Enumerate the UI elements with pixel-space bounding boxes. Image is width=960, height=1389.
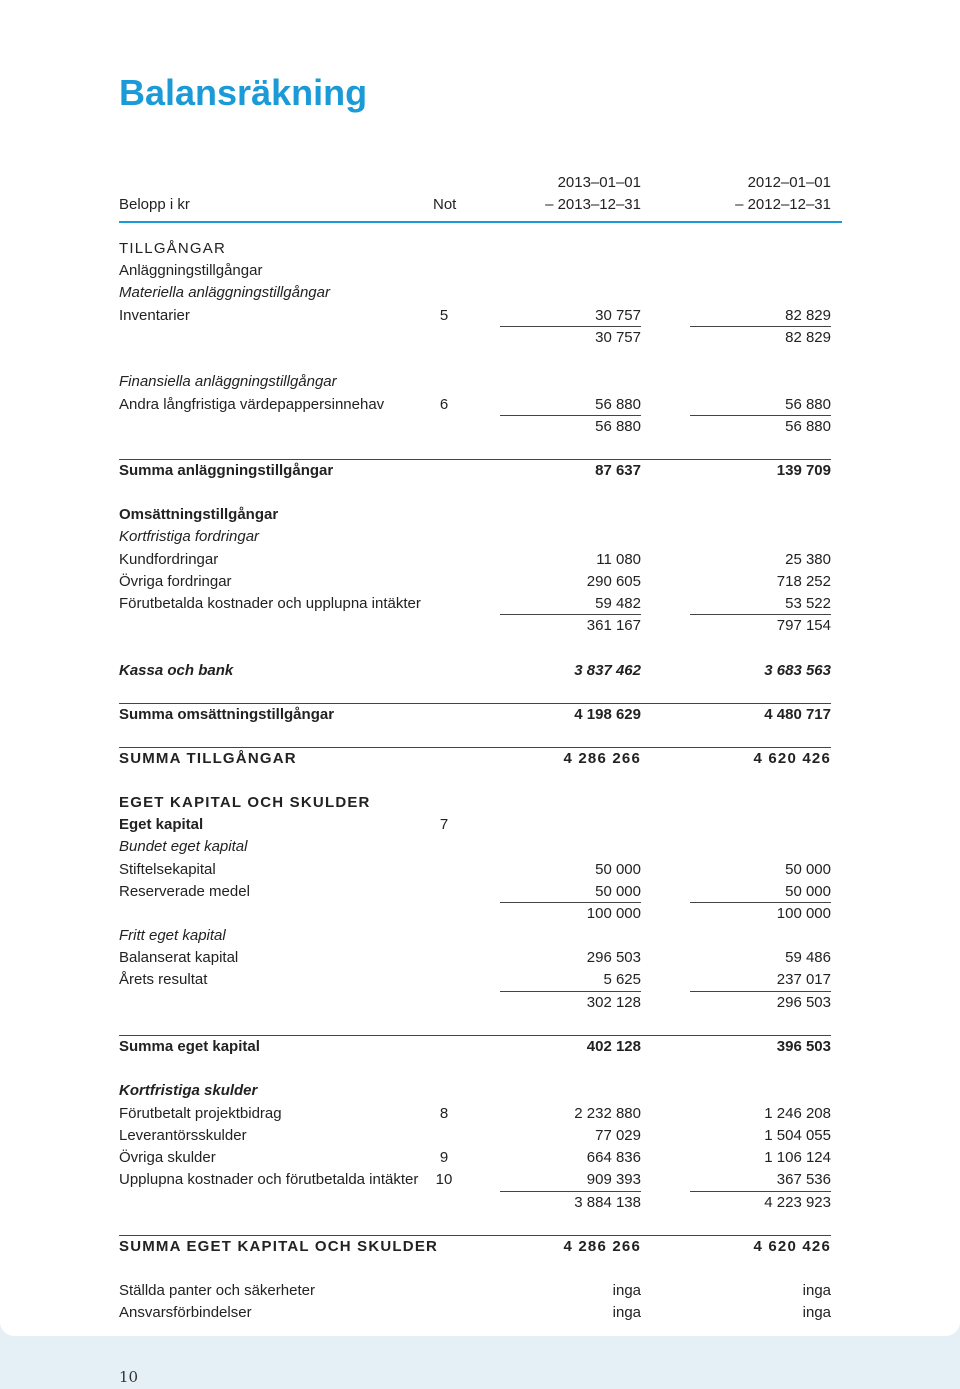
row-value-2013: 2 232 880 <box>574 1105 641 1122</box>
table-row <box>119 504 831 526</box>
row-value-2012: 1 504 055 <box>764 1127 831 1144</box>
row-label: Övriga skulder <box>119 1149 216 1166</box>
column-header-not: Not <box>433 196 457 213</box>
row-label: Anläggningstillgångar <box>119 262 263 279</box>
row-value-2012: 50 000 <box>785 883 831 900</box>
table-row <box>119 660 831 682</box>
row-label: Balanserat kapital <box>119 949 239 966</box>
row-value-2012: 4 223 923 <box>764 1194 831 1211</box>
row-value-2012: 4 480 717 <box>764 706 831 723</box>
row-value-2013: 50 000 <box>595 883 641 900</box>
row-note: 7 <box>439 816 449 833</box>
row-value-2012: inga <box>802 1282 831 1299</box>
row-label: Summa eget kapital <box>119 1038 260 1055</box>
row-label: Summa anläggningstillgångar <box>119 462 334 479</box>
table-row <box>119 748 831 770</box>
table-row <box>119 947 831 969</box>
table-row <box>119 1147 831 1169</box>
table-row <box>119 881 831 903</box>
row-label: Kundfordringar <box>119 551 219 568</box>
table-row <box>119 1302 831 1324</box>
row-label: Inventarier <box>119 307 190 324</box>
table-row <box>119 394 831 416</box>
row-value-2012: 53 522 <box>785 595 831 612</box>
row-label: Summa omsättningstillgångar <box>119 706 335 723</box>
row-value-2013: 361 167 <box>586 617 641 634</box>
table-row <box>119 238 831 260</box>
row-value-2013: 3 884 138 <box>574 1194 641 1211</box>
table-row <box>119 969 831 991</box>
table-row <box>119 615 831 637</box>
row-label: Ansvarsförbindelser <box>119 1304 252 1321</box>
row-label: Leverantörsskulder <box>119 1127 247 1144</box>
table-row <box>119 593 831 615</box>
row-label: Förutbetalda kostnader och upplupna intäkter <box>119 595 421 612</box>
row-value-2013: 50 000 <box>595 861 641 878</box>
row-note: 8 <box>439 1105 449 1122</box>
row-value-2013: 56 880 <box>595 396 641 413</box>
row-value-2013: 100 000 <box>586 905 641 922</box>
row-value-2013: 4 286 266 <box>563 1238 641 1255</box>
page-number: 10 <box>119 1368 139 1386</box>
table-row <box>119 549 831 571</box>
row-label: Förutbetalt projektbidrag <box>119 1105 282 1122</box>
row-value-2012: 4 620 426 <box>753 750 831 767</box>
page-title: Balansräkning <box>119 72 368 113</box>
table-row <box>119 992 831 1014</box>
row-label: Kassa och bank <box>119 662 234 679</box>
row-value-2013: inga <box>612 1304 641 1321</box>
row-note: 6 <box>439 396 449 413</box>
table-row <box>119 327 831 349</box>
row-value-2013: 4 286 266 <box>563 750 641 767</box>
row-label: Kortfristiga skulder <box>119 1082 258 1099</box>
row-value-2012: 82 829 <box>785 307 831 324</box>
table-row <box>119 704 831 726</box>
table-row <box>119 460 831 482</box>
row-label: Fritt eget kapital <box>119 927 226 944</box>
row-value-2012: 1 246 208 <box>764 1105 831 1122</box>
row-label: EGET KAPITAL OCH SKULDER <box>119 794 371 811</box>
table-row <box>119 371 831 393</box>
row-value-2012: 139 709 <box>776 462 831 479</box>
row-value-2012: 237 017 <box>776 971 831 988</box>
row-value-2012: 25 380 <box>785 551 831 568</box>
table-row <box>119 571 831 593</box>
row-note: 10 <box>435 1171 453 1188</box>
table-row <box>119 859 831 881</box>
column-header-label: Belopp i kr <box>119 196 190 213</box>
row-value-2013: 11 080 <box>596 551 641 568</box>
row-label: Upplupna kostnader och förutbetalda intäkter <box>119 1171 419 1188</box>
table-row <box>119 1169 831 1191</box>
row-label: SUMMA EGET KAPITAL OCH SKULDER <box>119 1238 439 1255</box>
row-label: SUMMA TILLGÅNGAR <box>119 750 297 767</box>
row-value-2013: 56 880 <box>595 418 641 435</box>
row-label: Bundet eget kapital <box>119 838 248 855</box>
row-value-2012: 296 503 <box>776 994 831 1011</box>
table-row <box>119 925 831 947</box>
header-divider <box>119 221 842 223</box>
row-label: Finansiella anläggningstillgångar <box>119 373 337 390</box>
row-value-2012: 367 536 <box>776 1171 831 1188</box>
row-label: Andra långfristiga värdepappersinnehav <box>119 396 385 413</box>
row-label: Övriga fordringar <box>119 573 232 590</box>
row-label: Kortfristiga fordringar <box>119 528 260 545</box>
row-value-2013: 30 757 <box>595 307 641 324</box>
row-value-2012: 56 880 <box>785 418 831 435</box>
row-value-2012: 56 880 <box>785 396 831 413</box>
column-header-2013-start: 2013–01–01 <box>557 174 641 191</box>
row-value-2012: 797 154 <box>776 617 831 634</box>
table-row <box>119 836 831 858</box>
row-value-2013: 302 128 <box>586 994 641 1011</box>
row-value-2013: 87 637 <box>595 462 641 479</box>
table-row <box>119 1080 831 1102</box>
row-value-2012: 718 252 <box>776 573 831 590</box>
row-value-2012: 396 503 <box>776 1038 831 1055</box>
table-row <box>119 260 831 282</box>
table-row <box>119 416 831 438</box>
row-value-2013: 77 029 <box>595 1127 641 1144</box>
row-value-2013: 3 837 462 <box>574 662 641 679</box>
row-value-2013: 4 198 629 <box>574 706 641 723</box>
table-row <box>119 1236 831 1258</box>
row-note: 5 <box>439 307 449 324</box>
table-row <box>119 1036 831 1058</box>
row-value-2013: 402 128 <box>586 1038 641 1055</box>
row-label: Eget kapital <box>119 816 204 833</box>
column-header-2012-end: – 2012–12–31 <box>735 196 831 213</box>
row-label: Omsättningstillgångar <box>119 506 279 523</box>
table-row <box>119 305 831 327</box>
row-value-2012: 3 683 563 <box>764 662 831 679</box>
table-row <box>119 903 831 925</box>
table-row <box>119 1192 831 1214</box>
row-value-2013: 59 482 <box>595 595 641 612</box>
column-header-2013-end: – 2013–12–31 <box>545 196 641 213</box>
row-value-2013: 296 503 <box>586 949 641 966</box>
table-row <box>119 1280 831 1302</box>
row-note: 9 <box>439 1149 449 1166</box>
row-value-2013: 664 836 <box>586 1149 641 1166</box>
row-value-2013: 909 393 <box>586 1171 641 1188</box>
table-row <box>119 792 831 814</box>
table-row <box>119 814 831 836</box>
row-label: Årets resultat <box>119 971 208 988</box>
row-value-2013: inga <box>612 1282 641 1299</box>
row-value-2012: inga <box>802 1304 831 1321</box>
table-row <box>119 526 831 548</box>
row-value-2012: 82 829 <box>785 329 831 346</box>
row-value-2013: 290 605 <box>586 573 641 590</box>
row-label: Reserverade medel <box>119 883 250 900</box>
row-value-2012: 50 000 <box>785 861 831 878</box>
row-value-2012: 4 620 426 <box>753 1238 831 1255</box>
column-header-2012-start: 2012–01–01 <box>747 174 831 191</box>
table-row <box>119 1103 831 1125</box>
row-label: Materiella anläggningstillgångar <box>119 284 330 301</box>
row-value-2012: 1 106 124 <box>764 1149 831 1166</box>
table-row <box>119 1125 831 1147</box>
row-value-2013: 5 625 <box>603 971 641 988</box>
row-value-2012: 59 486 <box>785 949 831 966</box>
row-value-2013: 30 757 <box>595 329 641 346</box>
row-label: Ställda panter och säkerheter <box>119 1282 315 1299</box>
table-row <box>119 282 831 304</box>
row-label: Stiftelsekapital <box>119 861 216 878</box>
row-value-2012: 100 000 <box>776 905 831 922</box>
row-label: TILLGÅNGAR <box>119 240 227 257</box>
